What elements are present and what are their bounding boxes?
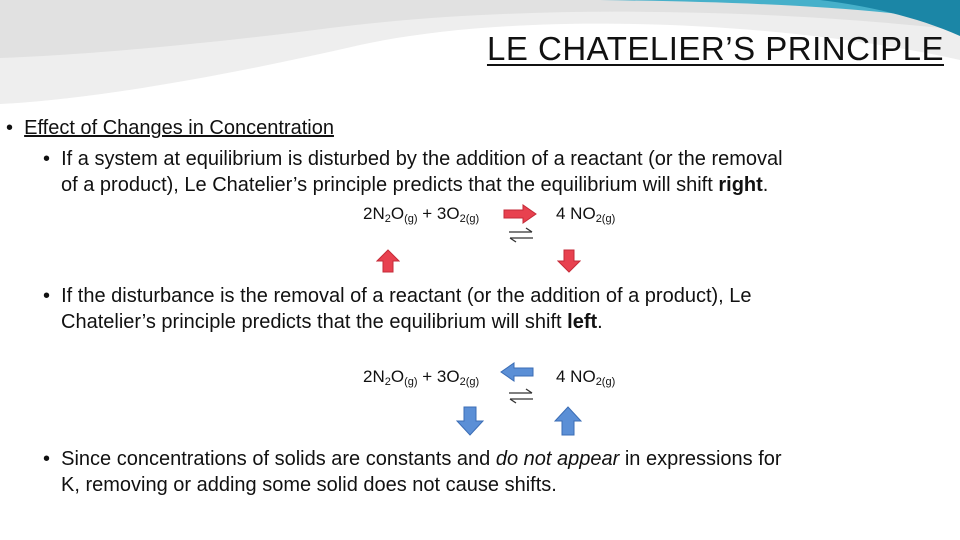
equation-products-2: 4 $NO_{2(g)}$: [556, 367, 616, 388]
slide-title: LE CHATELIER’S PRINCIPLE: [486, 30, 944, 67]
down-arrow-icon: [456, 406, 484, 436]
bullet-addition-reactant-line2: [61, 172, 768, 198]
bullet-removal-reactant-line2: [61, 309, 603, 335]
bullet-addition-reactant: [43, 146, 783, 172]
shift-left-arrow-icon: [500, 362, 534, 382]
bullet-dot: •: [6, 117, 25, 139]
bullet-dot: •: [43, 448, 62, 470]
up-arrow-icon: [376, 249, 400, 273]
bullet-dot: •: [43, 285, 62, 307]
emphasis-text: do not appear: [495, 448, 620, 470]
shift-left-word: left: [567, 311, 598, 333]
bullet-solids-line2: [61, 472, 557, 498]
bullet-text-line2: K, removing or adding some solid does not cause shifts.: [61, 474, 557, 496]
period: .: [597, 311, 603, 333]
bullet-text-line1: If the disturbance is the removal of a reactant (or the addition of a product), Le: [61, 285, 752, 307]
bullet-text-line1-end: in expressions for: [619, 448, 782, 470]
equation-reactants-2: $2N_2O_{(g)} + 3O_{2(g)}$: [363, 367, 480, 388]
bullet-concentration: [6, 115, 334, 141]
bullet-text-line2: Chatelier’s principle predicts that the equilibrium will shift: [61, 311, 568, 333]
equilibrium-arrows-icon: [506, 227, 536, 243]
bullet-dot: •: [43, 148, 62, 170]
bullet-text-line2: of a product), Le Chatelier’s principle predicts that the equilibrium will shift: [61, 174, 719, 196]
bullet-removal-reactant: [43, 283, 752, 309]
equation-products-1: 4 $NO_{2(g)}$: [556, 204, 616, 225]
equation-reactants-1: $2N_2O_{(g)} + 3O_{2(g)}$: [363, 204, 480, 225]
down-arrow-icon: [557, 249, 581, 273]
shift-right-arrow-icon: [503, 204, 537, 224]
shift-right-word: right: [718, 174, 763, 196]
period: .: [762, 174, 769, 196]
bullet-heading: Effect of Changes in Concentration: [24, 117, 334, 139]
bullet-text-line1: Since concentrations of solids are constants and: [61, 448, 496, 470]
up-arrow-icon: [554, 406, 582, 436]
equilibrium-arrows-icon: [506, 388, 536, 404]
bullet-text-line1: If a system at equilibrium is disturbed by the addition of a reactant (or the removal: [61, 148, 783, 170]
bullet-solids: [43, 446, 782, 472]
